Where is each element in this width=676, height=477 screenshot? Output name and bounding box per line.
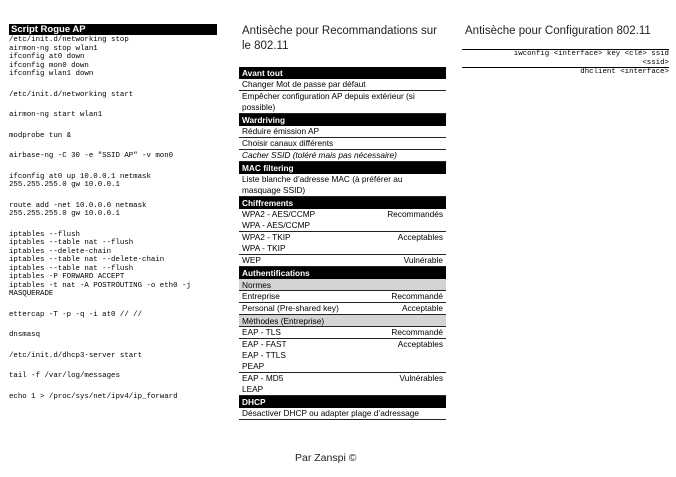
table-row [239, 408, 446, 420]
configuration-column [462, 24, 669, 77]
script-line: iptables --delete-chain [9, 247, 112, 256]
row-label: WPA2 - AES/CCMP [242, 209, 316, 219]
script-line: iptables --table nat --flush [9, 264, 134, 273]
table-row [239, 174, 446, 197]
block-spacer [9, 219, 217, 231]
block-spacer [9, 120, 217, 132]
row-label: Choisir canaux différents [242, 138, 334, 148]
config-line: iwconfig <interface> key <clé> ssid [513, 50, 669, 58]
script-line: ettercap -T -p -q -i at0 // // [9, 310, 143, 319]
script-line: modprobe tun & [9, 131, 72, 140]
table-row [239, 350, 446, 361]
script-column [9, 24, 217, 401]
script-title: Script Rogue AP [9, 24, 217, 35]
block-spacer [9, 299, 217, 311]
row-label: WPA2 - TKIP [242, 232, 291, 242]
script-line: iptables -P FORWARD ACCEPT [9, 273, 125, 281]
script-line: route add -net 10.0.0.0 netmask [9, 201, 147, 210]
footer-credit: Par Zanspi © [295, 452, 357, 464]
script-line: echo 1 > /proc/sys/net/ipv4/ip_forward [9, 392, 178, 401]
section-header: DHCP [239, 396, 446, 408]
subsection-header: Normes [239, 279, 446, 291]
row-rating: Vulnérable [403, 255, 443, 265]
script-blocks [9, 36, 217, 401]
script-line: iptables --table nat --delete-chain [9, 256, 165, 264]
script-line: ifconfig wlan1 down [9, 70, 94, 78]
table-row [239, 361, 446, 373]
row-label: Personal (Pre-shared key) [242, 303, 339, 313]
table-row [239, 220, 446, 232]
row-rating: Recommandés [387, 209, 443, 219]
configuration-title: Antisèche pour Configuration 802.11 [465, 25, 651, 37]
script-line: /etc/init.d/networking stop [9, 36, 129, 44]
script-line: 255.255.255.0 gw 10.0.0.1 [9, 181, 120, 189]
recommandations-column [239, 24, 446, 418]
config-line: dhclient <interface> [580, 68, 669, 76]
script-line: iptables --flush [9, 230, 80, 239]
script-line: iptables -t nat -A POSTROUTING -o eth0 -j [9, 281, 191, 290]
row-label: WPA - AES/CCMP [242, 220, 311, 230]
table-row [239, 373, 446, 384]
block-spacer [9, 79, 217, 91]
script-line: dnsmasq [9, 331, 41, 339]
row-label: Empêcher configuration AP depuis extérieur (si possible) [242, 91, 415, 112]
block-spacer [9, 140, 217, 152]
section-header: Avant tout [239, 67, 446, 79]
row-label: Changer Mot de passe par défaut [242, 79, 366, 89]
script-line: airbase-ng -C 30 -e "SSID AP" -v mon0 [9, 152, 174, 160]
table-row [239, 384, 446, 396]
script-line: iptables --table nat --flush [9, 239, 134, 247]
script-line: MASQUERADE [9, 290, 54, 298]
block-spacer [9, 161, 217, 173]
row-label: Réduire émission AP [242, 126, 320, 136]
row-label: EAP - MD5 [242, 373, 284, 383]
row-label: WEP [242, 255, 261, 265]
table-row [239, 291, 446, 303]
recommandations-title: Antisèche pour Recommandations sur le 802.11 [242, 25, 437, 52]
block-spacer [9, 99, 217, 111]
row-label: PEAP [242, 361, 265, 371]
row-rating: Acceptables [397, 232, 443, 242]
table-row [239, 91, 446, 114]
row-rating: Recommandé [391, 291, 443, 301]
script-line: tail -f /var/log/messages [9, 372, 120, 380]
table-row [239, 255, 446, 267]
table-row [239, 327, 446, 339]
script-line: /etc/init.d/networking start [9, 90, 134, 99]
row-label: Liste blanche d’adresse MAC (à préférer au masquage SSID) [242, 174, 403, 195]
row-label: EAP - TTLS [242, 350, 286, 360]
block-spacer [9, 340, 217, 352]
row-label: Entreprise [242, 291, 280, 301]
script-line: ifconfig mon0 down [9, 61, 89, 70]
recommandations-table [239, 67, 446, 420]
row-label: Cacher SSID (toléré mais pas nécessaire) [242, 150, 397, 160]
table-row [239, 243, 446, 255]
block-spacer [9, 381, 217, 393]
row-label: EAP - FAST [242, 339, 287, 349]
table-row [239, 339, 446, 350]
table-row [239, 79, 446, 91]
block-spacer [9, 319, 217, 331]
row-rating: Acceptable [401, 303, 443, 313]
block-spacer [9, 190, 217, 202]
row-rating: Recommandé [391, 327, 443, 337]
script-line: airmon-ng stop wlan1 [9, 44, 98, 53]
section-header: Wardriving [239, 114, 446, 126]
subsection-header: Méthodes (Entreprise) [239, 315, 446, 327]
row-rating: Vulnérables [399, 373, 443, 383]
config-line: <ssid> [462, 59, 669, 69]
table-row [239, 209, 446, 220]
script-line: airmon-ng start wlan1 [9, 111, 103, 119]
block-spacer [9, 360, 217, 372]
row-label: Désactiver DHCP ou adapter plage d’adressage [242, 408, 419, 418]
section-header: Authentifications [239, 267, 446, 279]
row-label: LEAP [242, 384, 264, 394]
section-header: MAC filtering [239, 162, 446, 174]
configuration-box [462, 49, 669, 77]
row-rating: Acceptables [397, 339, 443, 349]
script-line: ifconfig at0 up 10.0.0.1 netmask [9, 172, 151, 181]
script-line: 255.255.255.0 gw 10.0.0.1 [9, 210, 120, 218]
script-line: /etc/init.d/dhcp3-server start [9, 351, 143, 360]
table-row [239, 150, 446, 162]
script-line: ifconfig at0 down [9, 53, 85, 61]
row-label: EAP - TLS [242, 327, 281, 337]
table-row [239, 138, 446, 150]
table-row [239, 126, 446, 138]
table-row [239, 232, 446, 243]
section-header: Chiffrements [239, 197, 446, 209]
table-row [239, 303, 446, 315]
row-label: WPA - TKIP [242, 243, 286, 253]
